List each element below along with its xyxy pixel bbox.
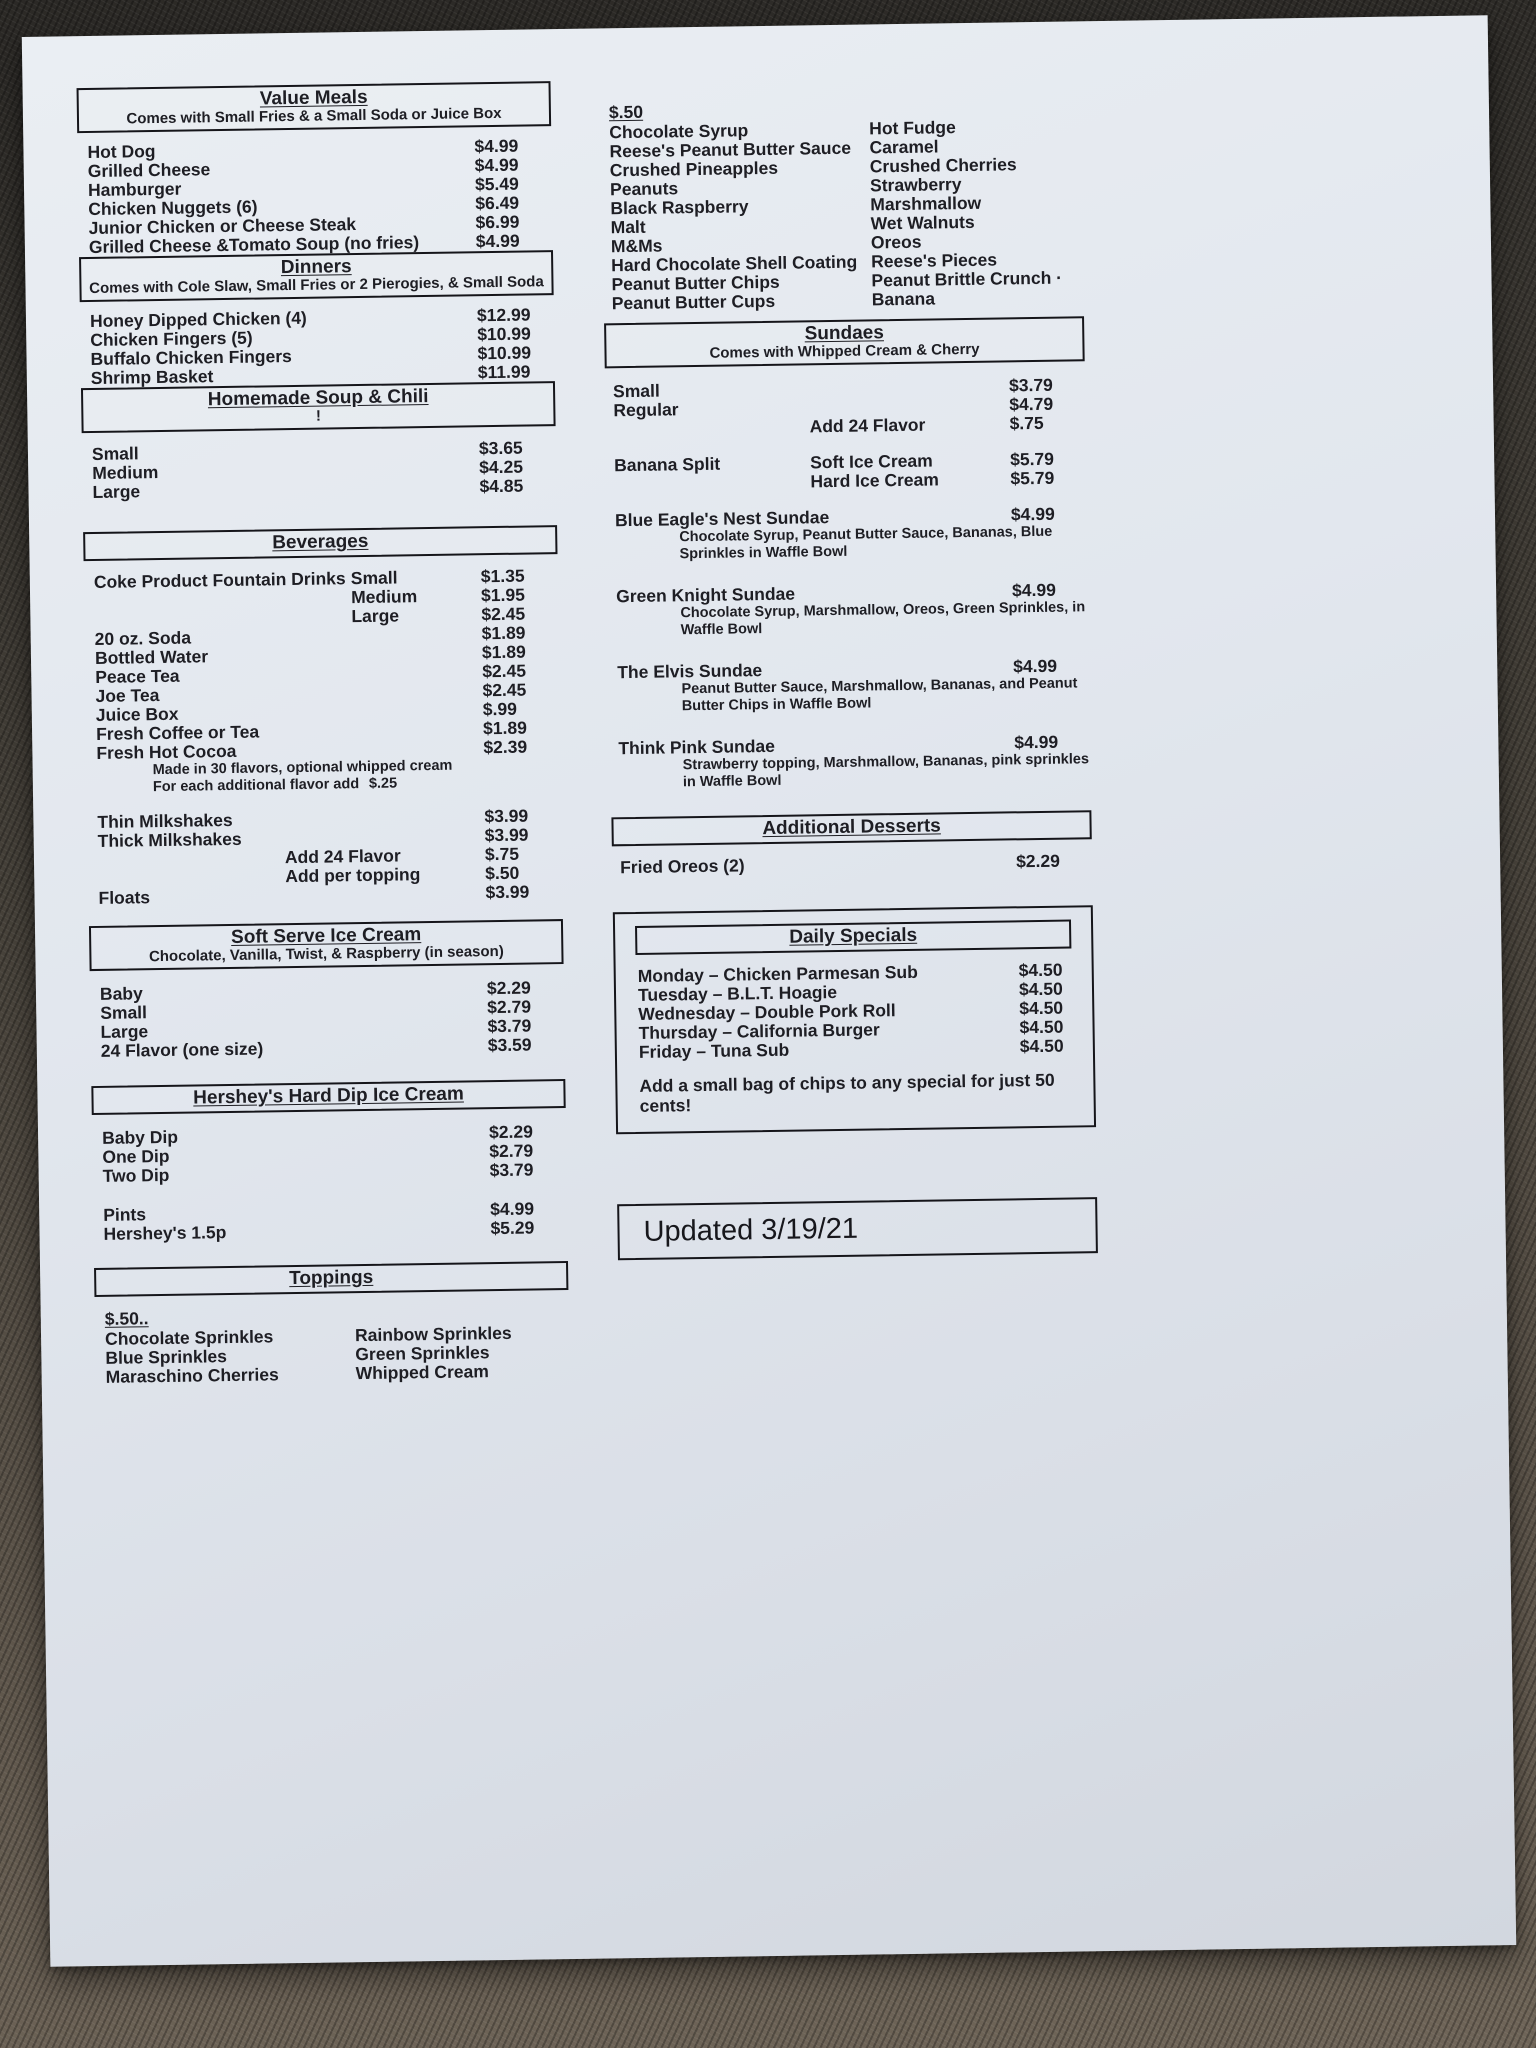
item-name: Coke Product Fountain Drinks	[93, 568, 346, 592]
topping-name: Caramel	[869, 136, 939, 158]
item-name: Think Pink Sundae	[618, 735, 776, 759]
item-size-label: Soft Ice Cream	[810, 450, 933, 473]
item-name: Tuesday – B.L.T. Hoagie	[637, 981, 838, 1005]
item-price: $.75	[1009, 412, 1044, 434]
item-price: $3.79	[1008, 374, 1053, 396]
topping-name: Malt	[610, 216, 646, 238]
item-name: Baby	[99, 983, 143, 1004]
item-name: Hershey's 1.5p	[103, 1222, 227, 1244]
item-name: Friday – Tuna Sub	[638, 1039, 790, 1062]
section-header	[611, 810, 1091, 846]
section-title: Value Meals	[259, 86, 368, 110]
item-name: Hamburger	[87, 178, 182, 201]
item-price: $6.99	[475, 211, 520, 233]
item-name: Juice Box	[95, 703, 179, 725]
section-title: Additional Desserts	[762, 815, 941, 840]
section-items	[90, 978, 565, 1061]
item-name: Regular	[613, 399, 679, 421]
section-items	[84, 566, 561, 797]
item-price: $4.85	[479, 475, 524, 497]
item-price: $4.50	[1018, 978, 1063, 1000]
item-price: $2.29	[488, 1121, 534, 1143]
item-price: $1.95	[480, 584, 526, 606]
item-name: Large	[92, 481, 141, 502]
item-price: $3.99	[485, 881, 530, 903]
item-name: Bottled Water	[94, 646, 209, 668]
topping-name: Reese's Pieces	[871, 249, 998, 272]
item-name: Fried Oreos (2)	[619, 855, 745, 878]
item-size-label: Add per topping	[285, 864, 421, 887]
item-price: $4.50	[1019, 997, 1064, 1019]
updated-date-text: Updated 3/19/21	[643, 1212, 859, 1248]
item-name: Monday – Chicken Parmesan Sub	[637, 961, 918, 986]
topping-name: Wet Walnuts	[870, 211, 975, 234]
section-header	[604, 316, 1085, 368]
item-price: $6.49	[475, 192, 520, 214]
topping-name: Oreos	[870, 231, 922, 253]
topping-name: Crushed Cherries	[869, 154, 1017, 177]
section-items	[80, 305, 555, 388]
section-items	[95, 1302, 570, 1387]
topping-name: Banana	[871, 288, 936, 310]
item-name: Peace Tea	[95, 665, 180, 687]
item-name: Green Knight Sundae	[615, 583, 796, 607]
section-items	[77, 136, 553, 257]
section-subtitle: Comes with Cole Slaw, Small Fries or 2 Pierogies, & Small Soda	[89, 273, 544, 298]
item-note: For each additional flavor add	[152, 776, 360, 796]
item-name: Large	[100, 1021, 149, 1042]
section-soup-chili	[81, 381, 557, 502]
section-dinners	[79, 250, 555, 388]
section-items	[92, 1122, 568, 1244]
topping-name: Rainbow Sprinkles	[354, 1322, 512, 1346]
item-price: $10.99	[477, 323, 531, 345]
menu-item-row	[639, 1036, 1077, 1061]
item-price: $4.99	[1014, 731, 1059, 753]
item-name: The Elvis Sundae	[617, 660, 763, 683]
item-name: Blue Eagle's Nest Sundae	[614, 507, 830, 531]
item-size-label: Small	[350, 567, 398, 589]
item-name: Small	[91, 443, 139, 464]
section-items	[632, 960, 1077, 1062]
price-heading: $.50	[608, 101, 644, 123]
item-price: $4.79	[1009, 393, 1054, 415]
item-name: Thick Milkshakes	[97, 828, 242, 851]
menu-page	[22, 15, 1516, 1967]
item-price: $1.89	[481, 622, 526, 644]
section-subtitle: !	[315, 407, 322, 425]
item-price: $5.29	[490, 1217, 535, 1239]
item-name: Pints	[103, 1204, 147, 1225]
menu-right-column	[601, 85, 1098, 1260]
item-price: $4.50	[1018, 959, 1063, 981]
item-name: Medium	[92, 462, 159, 483]
topping-name: Blue Sprinkles	[105, 1346, 228, 1368]
section-header	[91, 1079, 565, 1115]
item-description: Chocolate Syrup, Peanut Butter Sauce, Bananas, Blue Sprinkles in Waffle Bowl	[679, 523, 1053, 562]
item-price: $12.99	[476, 304, 531, 326]
price-heading: $.50..	[104, 1308, 149, 1329]
item-price: $5.79	[1010, 467, 1055, 489]
section-sundae-toppings	[601, 95, 1084, 313]
topping-name: Maraschino Cherries	[105, 1364, 279, 1387]
item-name: Buffalo Chicken Fingers	[90, 346, 292, 369]
section-title: Toppings	[289, 1266, 374, 1290]
item-name: Two Dip	[102, 1164, 170, 1186]
section-title: Daily Specials	[789, 924, 918, 948]
topping-name: Marshmallow	[870, 192, 982, 215]
item-name: Floats	[98, 887, 151, 908]
topping-name: Chocolate Sprinkles	[104, 1326, 274, 1349]
topping-name: Crushed Pineapples	[609, 157, 779, 181]
item-name: Wednesday – Double Pork Roll	[638, 1000, 896, 1024]
topping-name: Peanut Butter Chips	[611, 271, 780, 295]
item-price: $2.45	[482, 660, 527, 682]
topping-name: Reese's Peanut Butter Sauce	[609, 137, 852, 162]
item-price: $1.89	[481, 641, 526, 663]
item-price: $3.59	[487, 1034, 532, 1056]
item-name: One Dip	[102, 1145, 170, 1167]
item-name: Baby Dip	[101, 1126, 179, 1148]
chips-note: Add a small bag of chips to any special for just 50 cents!	[639, 1069, 1055, 1116]
item-price: $1.35	[480, 565, 525, 587]
topping-row	[106, 1361, 570, 1387]
item-price: $4.99	[490, 1198, 535, 1220]
item-name: Junior Chicken or Cheese Steak	[88, 214, 357, 239]
menu-item-row	[103, 1218, 567, 1244]
item-price: $4.99	[474, 135, 519, 157]
item-description: Chocolate Syrup, Marshmallow, Oreos, Green Sprinkles, in Waffle Bowl	[680, 599, 1086, 638]
item-price: $2.39	[483, 736, 528, 758]
item-price: $3.99	[484, 824, 529, 846]
topping-name: Strawberry	[869, 174, 962, 196]
section-header	[77, 81, 552, 133]
section-toppings	[94, 1261, 570, 1387]
section-title: Sundaes	[804, 322, 884, 345]
section-header	[635, 920, 1071, 955]
section-header	[81, 381, 556, 433]
item-price: $4.99	[1013, 655, 1058, 677]
item-name: 24 Flavor (one size)	[100, 1038, 264, 1061]
item-name: Fresh Coffee or Tea	[95, 721, 260, 744]
section-sundaes	[604, 316, 1091, 791]
section-items	[605, 375, 1091, 791]
item-price: $3.79	[487, 1015, 532, 1037]
item-name: Small	[100, 1002, 148, 1023]
item-price: $2.79	[487, 996, 532, 1018]
section-title: Hershey's Hard Dip Ice Cream	[193, 1083, 464, 1109]
menu-item-row	[101, 1035, 565, 1061]
section-title: Dinners	[280, 256, 352, 279]
item-name: Fresh Hot Cocoa	[96, 740, 237, 763]
section-title: Beverages	[272, 530, 369, 554]
topping-name: Peanut Brittle Crunch ·	[871, 267, 1063, 291]
item-price: $.25	[368, 775, 398, 792]
updated-date-box	[617, 1197, 1098, 1260]
item-size-label: Add 24 Flavor	[284, 845, 401, 868]
item-name: Banana Split	[614, 453, 721, 476]
topping-name: M&Ms	[610, 235, 663, 257]
topping-name: Peanuts	[609, 178, 679, 200]
item-price: $4.99	[1011, 579, 1057, 601]
section-beverages	[83, 525, 563, 908]
section-hard-dip	[91, 1079, 567, 1244]
menu-item-row	[620, 851, 1092, 877]
item-name: Thursday – California Burger	[638, 1019, 880, 1043]
section-subtitle: Chocolate, Vanilla, Twist, & Raspberry (in season)	[148, 942, 504, 966]
item-price: $10.99	[477, 342, 532, 364]
item-size-label: Large	[351, 605, 400, 627]
item-name: Shrimp Basket	[90, 366, 214, 388]
section-items	[612, 851, 1092, 877]
section-items	[82, 438, 557, 502]
topping-name: Hot Fudge	[869, 117, 956, 139]
item-price: $4.99	[1010, 503, 1055, 525]
item-price: $4.50	[1019, 1035, 1064, 1057]
item-name: Joe Tea	[95, 685, 160, 706]
item-price: $4.99	[474, 154, 519, 176]
item-price: $3.79	[489, 1159, 534, 1181]
item-name: Chicken Fingers (5)	[90, 327, 253, 350]
item-name: Grilled Cheese &Tomato Soup (no fries)	[88, 232, 420, 258]
item-name: Small	[612, 380, 660, 402]
section-items	[601, 95, 1084, 313]
section-header	[83, 525, 557, 561]
item-name: Chicken Nuggets (6)	[88, 196, 258, 220]
item-name: Grilled Cheese	[87, 159, 211, 182]
item-size-label: Hard Ice Cream	[810, 469, 939, 492]
item-name: Honey Dipped Chicken (4)	[89, 307, 307, 331]
topping-name: Peanut Butter Cups	[611, 290, 776, 314]
item-size-label: Add 24 Flavor	[809, 414, 926, 437]
item-price: $2.45	[481, 603, 526, 625]
section-header	[79, 250, 554, 302]
section-soft-serve	[89, 919, 565, 1061]
item-price: $2.29	[486, 977, 531, 999]
menu-left-column	[77, 81, 570, 1387]
item-price: $.99	[482, 698, 517, 720]
item-price: $4.99	[475, 230, 520, 252]
item-price: $4.25	[479, 456, 524, 478]
item-name: Thin Milkshakes	[97, 809, 233, 832]
section-title: Soft Serve Ice Cream	[230, 924, 422, 948]
section-header	[94, 1261, 568, 1297]
item-price: $.50	[485, 862, 520, 884]
section-title: Homemade Soup & Chili	[207, 385, 429, 411]
item-price: $11.99	[477, 361, 531, 383]
item-price: $3.65	[478, 437, 523, 459]
item-price: $5.49	[474, 173, 519, 195]
item-description: Peanut Butter Sauce, Marshmallow, Bananas, and Peanut Butter Chips in Waffle Bowl	[681, 675, 1078, 714]
section-items	[87, 790, 563, 908]
item-price: $3.99	[484, 805, 529, 827]
item-name: 20 oz. Soda	[94, 627, 192, 649]
item-size-label: Medium	[350, 586, 418, 608]
item-price: $2.79	[489, 1140, 534, 1162]
topping-name: Whipped Cream	[355, 1361, 489, 1384]
item-description: Strawberry topping, Marshmallow, Bananas, pink sprinkles in Waffle Bowl	[682, 751, 1090, 790]
section-additional-desserts	[611, 810, 1092, 877]
topping-name: Chocolate Syrup	[609, 120, 749, 143]
item-price: $1.89	[482, 717, 528, 739]
topping-name: Hard Chocolate Shell Coating	[611, 251, 858, 276]
section-subtitle: Comes with Small Fries & a Small Soda or Juice Box	[126, 104, 502, 128]
section-value-meals	[77, 81, 553, 257]
section-daily-specials	[613, 905, 1096, 1134]
item-price: $.75	[484, 843, 520, 865]
section-header	[89, 919, 564, 971]
item-price: $2.29	[1015, 850, 1061, 872]
item-note: Made in 30 flavors, optional whipped cream	[152, 757, 453, 779]
item-price: $5.79	[1009, 448, 1055, 470]
topping-name: Black Raspberry	[610, 196, 749, 219]
item-price: $4.50	[1019, 1016, 1064, 1038]
section-subtitle: Comes with Whipped Cream & Cherry	[709, 340, 980, 362]
item-price: $2.45	[482, 679, 527, 701]
item-name: Hot Dog	[87, 141, 156, 163]
topping-name: Green Sprinkles	[355, 1342, 490, 1365]
